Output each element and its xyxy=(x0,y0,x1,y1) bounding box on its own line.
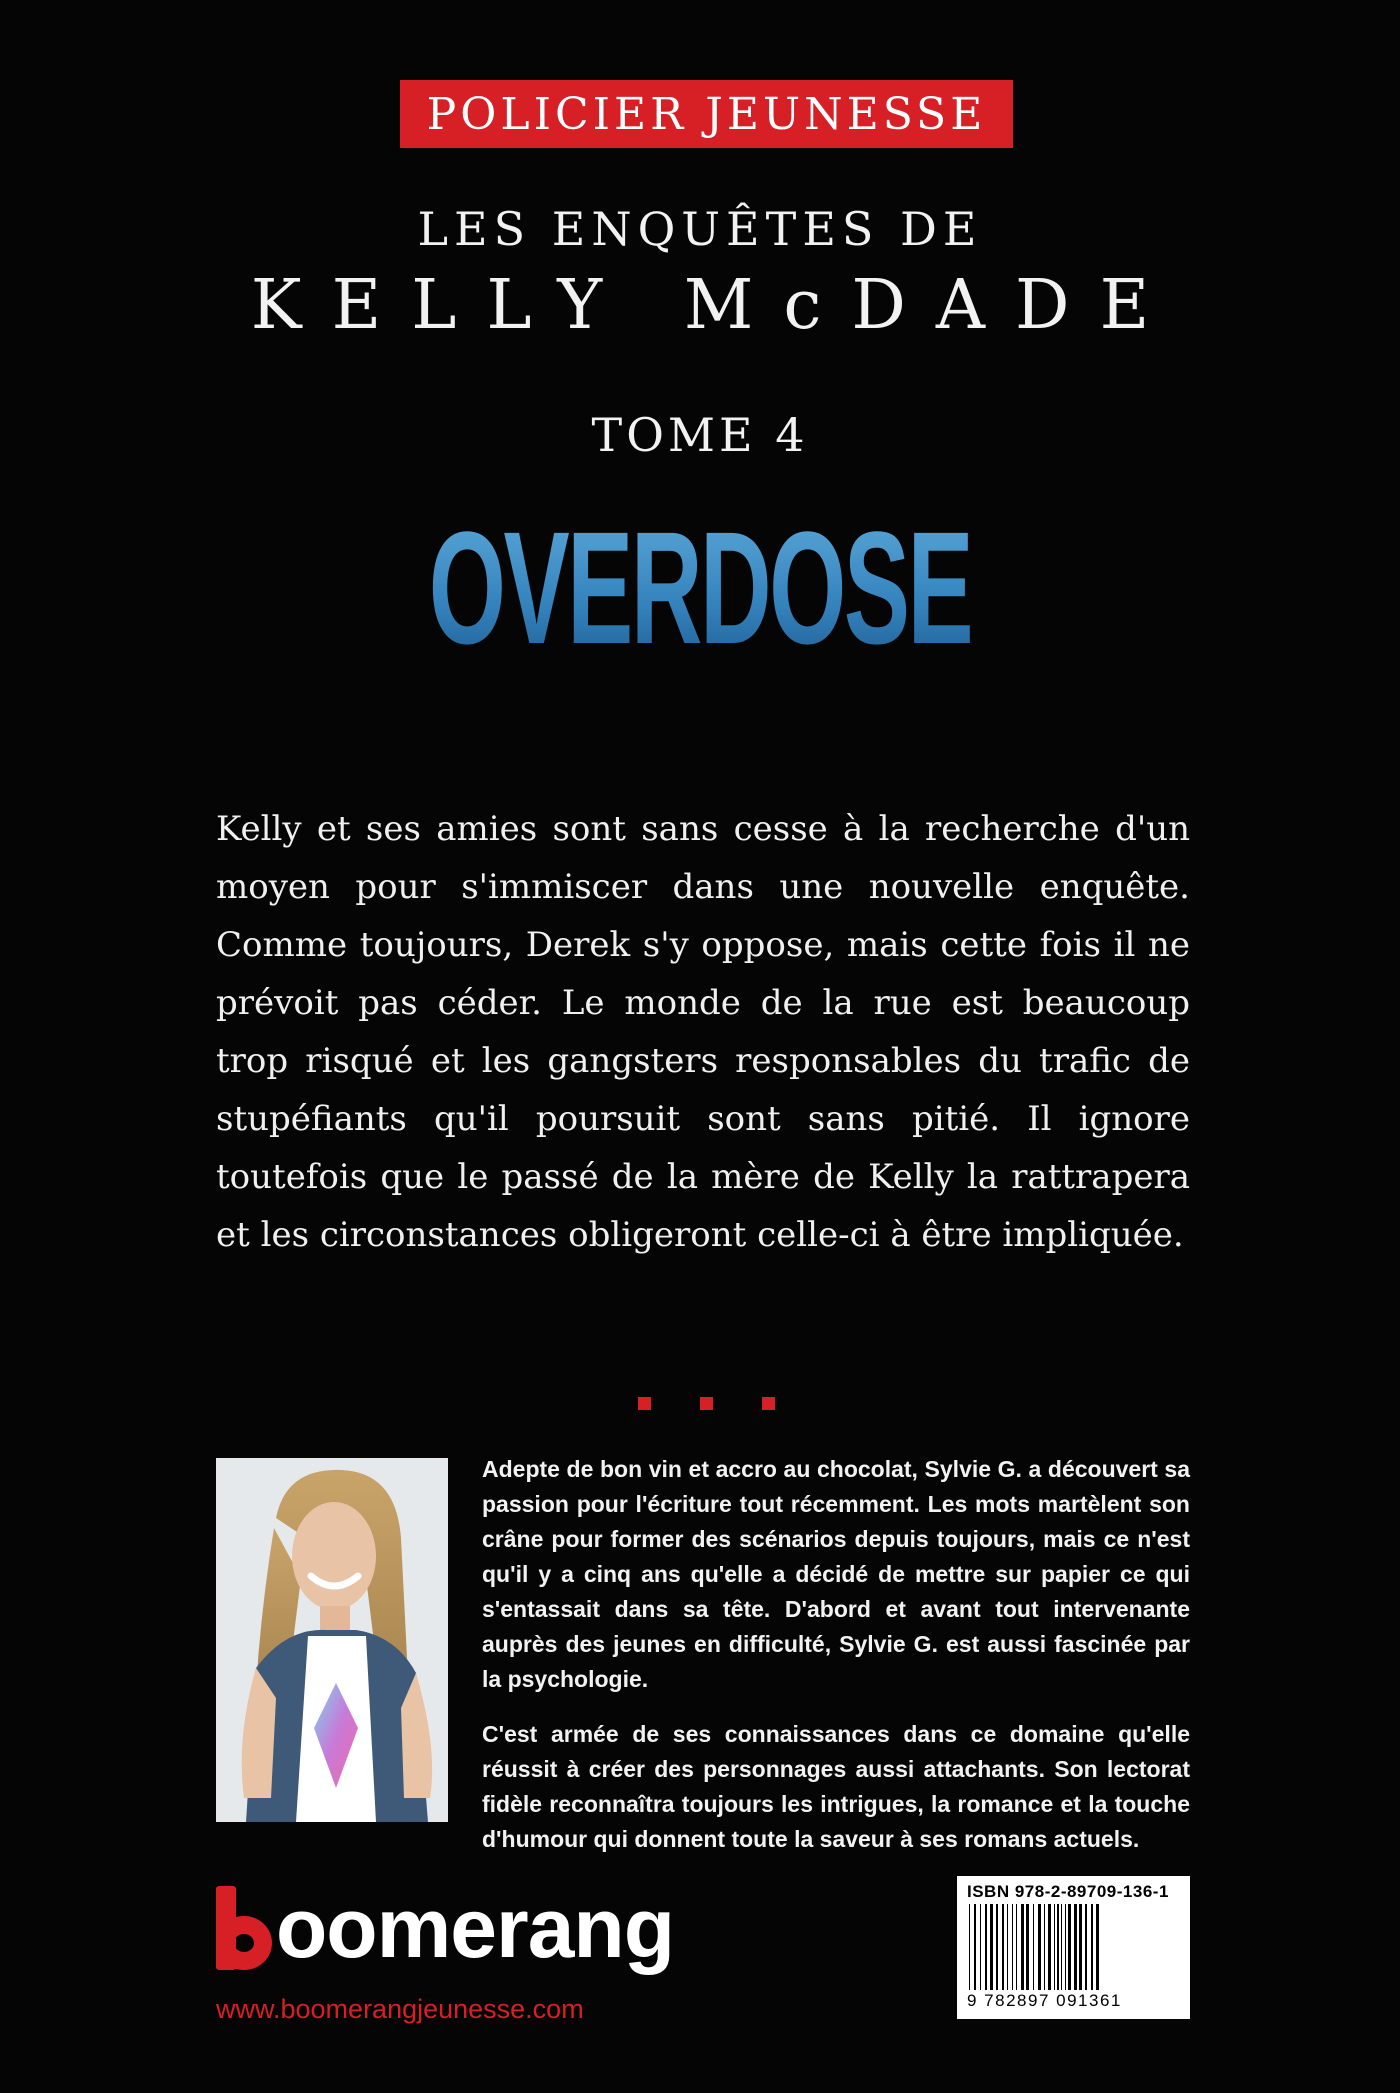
isbn-barcode-box xyxy=(957,1876,1190,2019)
barcode-bar xyxy=(1016,1904,1017,1990)
barcode-digits: 9 782897 091361 xyxy=(967,1991,1122,2010)
series-label: LES ENQUÊTES DE xyxy=(417,202,983,256)
author-photo xyxy=(216,1458,448,1822)
barcode-bar xyxy=(990,1904,993,1990)
barcode-bar xyxy=(1054,1904,1055,1990)
barcode-bar xyxy=(996,1904,998,1990)
author-portrait-illustration xyxy=(216,1458,448,1822)
barcode-bar xyxy=(1007,1904,1008,1990)
barcode-bar xyxy=(1061,1904,1062,1990)
barcode-bar xyxy=(969,1904,970,1990)
barcode-bar xyxy=(1068,1904,1071,1990)
barcode-bar xyxy=(985,1904,987,1990)
barcode-bar xyxy=(980,1904,981,1990)
barcode-bar xyxy=(1091,1904,1093,1990)
barcode-bar xyxy=(1033,1904,1034,1990)
author-bio xyxy=(482,1452,1190,1877)
publisher-logo xyxy=(216,1880,674,1976)
barcode-bar xyxy=(1038,1904,1041,1990)
genre-label: POLICIER JEUNESSE xyxy=(426,88,987,140)
barcode-bar xyxy=(1012,1904,1013,1990)
genre-badge xyxy=(400,80,1013,148)
volume-number: TOME 4 xyxy=(591,408,809,462)
barcode-bar xyxy=(1079,1904,1082,1990)
series-name: KELLY McDADE xyxy=(250,266,1180,345)
author-bio-paragraph-1: Adepte de bon vin et accro au chocolat, Sylvie G. a découvert sa passion pour l'écriture tout récemment. Les mots martèlent son crâne pour former des scénarios depuis toujours, mais ce n'est qu'il y a cinq ans qu'elle a décidé de mettre sur papier ce qui s'entassait dans sa tête. D'abord et avant tout intervenante auprès des jeunes en difficulté, Sylvie G. est aussi fascinée par la psychologie. xyxy=(482,1456,1190,1692)
barcode-bar xyxy=(1074,1904,1077,1990)
book-title: OVERDOSE xyxy=(266,508,1134,668)
author-bio-paragraph-2: C'est armée de ses connaissances dans ce domaine qu'elle réussit à créer des personnages aussi attachants. Son lectorat fidèle reconnaîtra toujours les intrigues, la romance et la touche d'humour qui donnent toute la saveur à ses romans actuels. xyxy=(482,1721,1190,1852)
barcode-bar xyxy=(1021,1904,1024,1990)
separator-dot xyxy=(700,1397,713,1410)
barcode-icon xyxy=(967,1904,1180,1990)
boomerang-b-logo-mark xyxy=(216,1886,274,1970)
barcode-bar xyxy=(1057,1904,1059,1990)
synopsis-text: Kelly et ses amies sont sans cesse à la recherche d'un moyen pour s'immiscer dans une nouvelle enquête. Comme toujours, Derek s'y oppose, mais cette fois il ne prévoit pas céder. Le monde de la rue est beaucoup trop risqué et les gangsters responsables du trafic de stupéfiants qu'il poursuit sont sans pitié. Il ignore toutefois que le passé de la mère de Kelly la rattrapera et les circonstances obligeront celle-ci à être impliquée. xyxy=(216,809,1190,1255)
barcode-bar xyxy=(974,1904,976,1990)
barcode-bar xyxy=(1096,1904,1099,1990)
separator-dot xyxy=(638,1397,651,1410)
barcode-bar xyxy=(1002,1904,1004,1990)
barcode-bar xyxy=(1048,1904,1051,1990)
synopsis xyxy=(216,800,1190,1264)
publisher-name-rest: oomerang xyxy=(276,1880,675,1975)
barcode-bar xyxy=(1026,1904,1029,1990)
barcode-bar xyxy=(1044,1904,1045,1990)
separator-dot xyxy=(762,1397,775,1410)
barcode-bar xyxy=(1085,1904,1087,1990)
isbn-label: ISBN 978-2-89709-136-1 xyxy=(967,1882,1169,1901)
publisher-website[interactable]: www.boomerangjeunesse.com xyxy=(216,1994,584,2024)
barcode-bar xyxy=(1065,1904,1066,1990)
